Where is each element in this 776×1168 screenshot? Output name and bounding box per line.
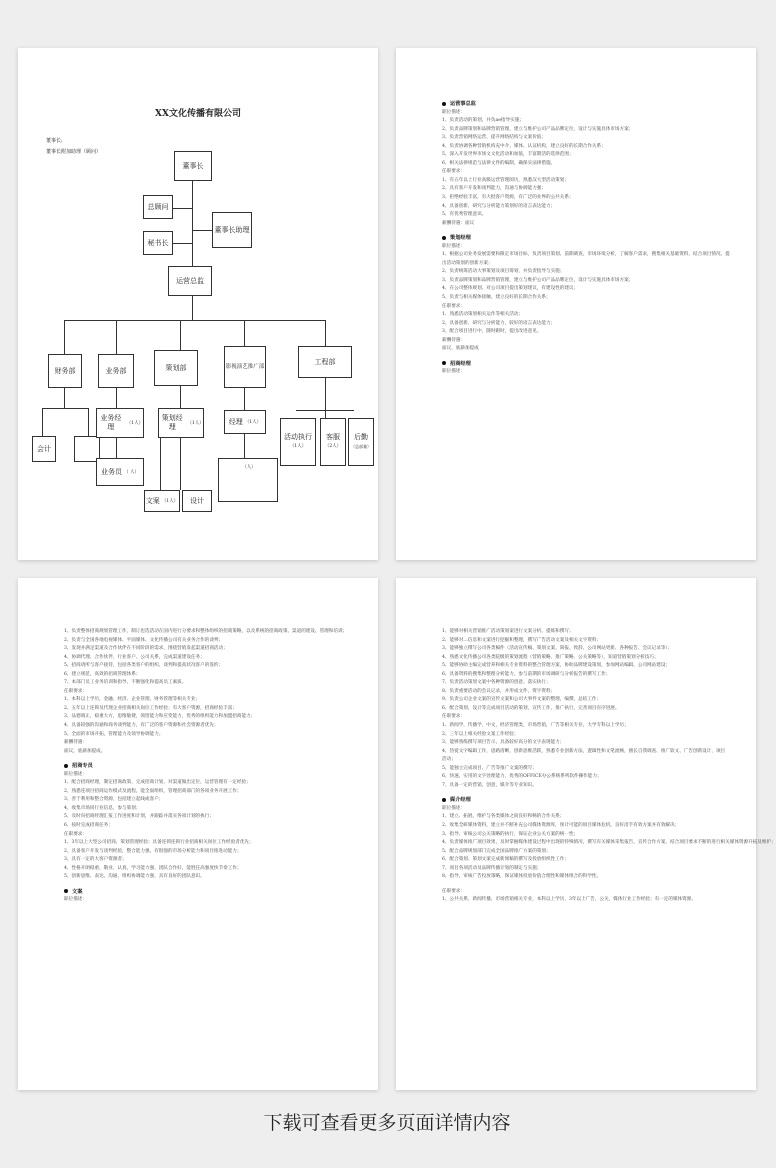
- text-line: 1、负责整体招商规划管理工作，制订也选活动在国内进行分要求和整体组织的招商策略，以及系统的招商政策、渠道的建设、管理和培训；: [64, 629, 348, 634]
- text-line: 6、快速，实用的文字处理能力，优秀的OFFICE办公系统系列软件操作能力；: [442, 774, 602, 780]
- text-line: 1、本科以上学历，金融、经济、企业管理、财务管理等相关专业；: [64, 697, 201, 703]
- text-line: 1、能够对相关营销推广活动策划案进行文案分析、提炼和撰写；: [442, 629, 574, 634]
- bullet-icon: [442, 361, 446, 365]
- text-line: 3、善于利用和整合资源，包括建立起线或客户；: [64, 797, 164, 803]
- text-line: 4、具备较强的沟通和商务谈判能力，有广泛的客户资源和社会资源者优先；: [64, 723, 219, 729]
- text-line: 2、负责品牌策划和品牌营销管理，建立与维护公司产品品牌定位，设计与实施具体市场方案；: [442, 126, 634, 132]
- document-page-1: [18, 48, 378, 560]
- section-heading: [442, 234, 726, 243]
- text-line: 1、根据公司业务发展需要和限定市场目标，负责项目策划、前期调查、市场环境分析，了解客户需求，搜集相关基础资料，结合项目情况，提: [442, 252, 730, 258]
- text-line: 4、具备创新，研究与分析能力策划好的语言表达能力；: [442, 203, 556, 209]
- board-label: 董事长:: [46, 138, 63, 144]
- org-designer: 设计: [182, 490, 212, 512]
- text-line: 任职要求：: [64, 831, 87, 837]
- text-line: 5、深入开发世界市场文文化活动和加值，丰富期活的选择范围；: [442, 152, 574, 158]
- section-heading-text: 运营事总监: [450, 101, 476, 107]
- text-line: 3、负责营销网络运营，提升网络结构与文案价值；: [442, 135, 546, 141]
- text-line: 2、五年以上连锁及代理企业招商相关岗位工作经验；有大客户资源，招商经验丰富；: [64, 705, 237, 711]
- text-line: 1、公共关系，新闻传播，市场营销相关专业，本科以上学历，3年以上广告，公关，媒体行业工作经验；有一定的媒体资源。: [442, 897, 696, 903]
- org-logistics-count: （总部兼）: [351, 444, 371, 449]
- org-film-manager: [224, 410, 266, 434]
- text-line: 1、有五年以上行业高级运营管理阅历，熟悉汉大型活动策划；: [442, 177, 569, 183]
- org-accounting: 会计: [32, 436, 56, 462]
- org-operations-director: 运营总监: [168, 266, 212, 296]
- text-line: 6、配合策划、策划文案完成新闻稿的撰写及投放组织性工作；: [442, 857, 569, 863]
- text-line: 3、配合项目进行中，随时跟时，提出改进意见。: [442, 329, 542, 335]
- text-line: 薪酬待遇：: [442, 337, 465, 343]
- org-secretary: 秘书长: [143, 231, 173, 255]
- org-planning-manager-count: （1人）: [187, 420, 204, 426]
- text-line: 任职要求：: [442, 169, 465, 175]
- org-salesperson-label: 业务员: [101, 467, 123, 476]
- text-line: 8、负责重要活动的会议记录，并形成文件，资字资料；: [442, 688, 556, 694]
- org-copywriter: [144, 490, 180, 512]
- text-line: 职位描述：: [442, 805, 465, 811]
- org-business-manager-count: （1人）: [126, 420, 144, 426]
- text-line: 4、在公司整体规划，对公司项目提出策划建议，有建设性的建议；: [442, 286, 579, 292]
- text-line: 1、熟悉活动策划相关运作等相关活动；: [442, 312, 524, 318]
- text-line: 4、负责媒体推广项目效果，及时掌握媒体建设过程中出现的特殊情况，撰写有关媒体采集报告、宣传合作方案，结合项目要求不断的进行相关媒体资源开拓及维护；: [442, 840, 776, 846]
- text-line: 职位描述：: [442, 109, 465, 115]
- text-line: 任职要求：: [442, 714, 465, 720]
- section-heading: [442, 360, 726, 369]
- text-line: 5、全面的市场开拓，管理能力及领导协调能力。: [64, 731, 164, 737]
- org-business-manager: [96, 408, 144, 438]
- org-event-execution: [280, 418, 316, 466]
- text-line: 4、热爱文字编辑工作，思路清晰，创新思维活跃，熟悉专业创新方法，逻辑性和文笔流畅，擅长自我调查、推广软文、广告创新设计，项目: [442, 748, 726, 754]
- text-line: 1、负责活动的策划，并负ae指导实施；: [442, 118, 524, 124]
- text-line: 8、指导，审核广告投放策略，保证媒体投放价值合理性和媒体组合的科学性。: [442, 874, 602, 880]
- text-line: 1、建立、拓展、维护与各类媒体之间良好和畅的合作关系；: [442, 814, 565, 820]
- org-chairman-assistant: 董事长助理: [212, 212, 252, 248]
- text-line: 5、能独立完成项目、广告等推广文案的撰写；: [442, 765, 537, 771]
- text-line: 3、品德端正，稳重大方，思维敏捷，领悟能力和应变能力，优秀的组织能力和加盟招商能力；: [64, 714, 256, 720]
- section-heading: [64, 762, 348, 771]
- document-page-3: [18, 578, 378, 1090]
- text-line: 7、具备一定的营销，创意，媒介等专业知识。: [442, 782, 537, 788]
- text-line: 面议，底薪加提成。: [64, 748, 106, 754]
- text-line: 任职要求：: [442, 888, 465, 894]
- org-planning: 策划部: [154, 350, 198, 386]
- org-salesperson-count: （ 人）: [124, 469, 139, 475]
- text-line: 任职要求：: [64, 688, 87, 694]
- text-line: 2、具有客户开发和谈判能力，沟通与协调能力强；: [442, 186, 546, 192]
- section-heading-text: 招商经理: [450, 360, 471, 367]
- org-finance: 财务部: [48, 354, 82, 388]
- bullet-icon: [64, 889, 68, 893]
- company-title: XX文化传播有限公司: [155, 109, 241, 119]
- text-line: 出活动策划的创新方案；: [442, 260, 493, 266]
- text-line: 3、拒绝经验丰富，有大批客户资源，有广泛的业界的公共关系；: [442, 195, 574, 201]
- org-business-manager-label: 业务经理: [100, 414, 122, 431]
- org-event-execution-count: （1人）: [289, 444, 307, 449]
- org-business: 业务部: [98, 354, 134, 388]
- text-line: 2、熟悉连项目招商运作模式及流程，能全面组织，管理招商部门的各项业务开展工作；: [64, 788, 242, 794]
- org-logistics-label: 后勤: [354, 433, 368, 441]
- document-page-4: [396, 578, 776, 1090]
- bullet-icon: [442, 102, 446, 106]
- text-line: 6、建立规范，高效的招商管理体系；: [64, 671, 141, 677]
- org-customer-service-count: （2人）: [324, 444, 342, 449]
- org-salesperson: [96, 458, 144, 486]
- org-gm-office: 总顾问: [143, 195, 173, 219]
- text-line: 5、创新思维、表达、沟通、组织协调能力强，具有良好的团队意识。: [64, 874, 205, 880]
- text-line: 职位描述：: [64, 897, 87, 903]
- text-line: 2、负责统筹活动大事策划及项目筹划，并负责指导与实施；: [442, 269, 565, 275]
- text-line: 1、3年以上大型公司招商、策划管理经验；具备连锁连锁行业招商相关岗位工作经验者优先；: [64, 840, 254, 846]
- text-line: 2、能够对…信息和文案进行挖掘和整理，撰写广告活动文案及相关文字资料；: [442, 637, 602, 643]
- bullet-icon: [64, 764, 68, 768]
- org-film-manager-count: （1人）: [244, 419, 262, 425]
- org-chairman: 董事长: [174, 151, 212, 181]
- bullet-icon: [442, 236, 446, 240]
- text-line: 2、三年以上相关经验文案工作经验；: [442, 731, 519, 737]
- org-logistics: [348, 418, 374, 466]
- text-line: 4、收集市场同行业信息，参与策划；: [64, 805, 141, 811]
- text-line: 1、新闻学，传播学，中文，经济管理类，市场营销，广告等相关专业，大学专科以上学历；: [442, 723, 629, 729]
- org-customer-service: [320, 418, 346, 466]
- section-heading: [442, 796, 726, 805]
- text-line: 5、配合品牌规划部门完成全国品牌推广方案的策划；: [442, 848, 551, 854]
- text-line: 薪酬待遇：面议: [442, 220, 475, 226]
- board-sub-label: 董事长附加助理（顾问）: [46, 149, 102, 155]
- text-line: 5、能够协助主编完成营养和相关专业资料的整合管理方案，协助品牌建设策划，参加网站编辑，公司网站建设；: [442, 663, 671, 669]
- section-heading-text: 媒介经理: [450, 797, 471, 804]
- text-line: 任职要求：: [442, 303, 465, 309]
- org-planning-manager: [158, 408, 204, 438]
- bullet-icon: [442, 798, 446, 802]
- text-line: 2、收集全研媒体资料，建立并不断补充公司媒体资源库，预计可能的项目媒体危机，良好沿手有效方案并有效解决；: [442, 823, 680, 829]
- text-line: 4、性格开朗稳重，敬业、认真，学习能力强，团队合作好，能胜任高强度快节奏工作；: [64, 865, 242, 871]
- document-page-2: [396, 48, 756, 560]
- text-line: 6、具备资料的搜集和整理分析能力，参与前期的市场调研与分析报告的撰写工作；: [442, 671, 611, 677]
- page2-text: [442, 100, 730, 377]
- text-line: 职位描述：: [64, 771, 87, 777]
- org-engineering: 工程部: [298, 346, 352, 378]
- text-line: 7、本部门员工业务培训和指导，不断强化和提高员工素质。: [64, 680, 187, 686]
- org-customer-service-label: 客服: [326, 433, 340, 441]
- text-line: 职位描述：: [442, 243, 465, 249]
- text-line: 7、项目各项活动及品牌传播计划的制定与实施；: [442, 865, 542, 871]
- text-line: 3、发现并满足渠道及合作伙伴在不同阶段的需求，围绕营销发起渠道招商活动；: [64, 646, 228, 652]
- text-line: 4、熟悉文化传播公司各类院级的策划流程（营销策略、推广策略、公关策略等），知道营销策划分析技巧；: [442, 654, 659, 660]
- text-line: 薪酬待遇：: [64, 740, 87, 746]
- org-event-execution-label: 活动执行: [284, 433, 312, 441]
- org-film-staff: [218, 458, 278, 502]
- section-heading: [64, 888, 348, 897]
- text-line: 4、负责协调各种营销机构充中介、媒体、认证机构，建立良好的长期合作关系；: [442, 143, 606, 149]
- text-line: 9、负责公司企业文案的宣传文案和公司大事件文案的整理，编撰，总结工作；: [442, 697, 602, 703]
- text-line: 3、能够独立撰写公司各类稿件（活动宣传稿、策划文案、简报、致辞、公司网站更新、各种报告、会议记录等）；: [442, 646, 673, 652]
- org-film-staff-count: （人）: [242, 465, 256, 470]
- text-line: 6、相关法律规范与法律文件的编制，确保实法律措施。: [442, 160, 556, 166]
- text-line: 5、负责与相关媒体接触，建立良好的长期合作关系；: [442, 295, 551, 301]
- text-line: 5、招商请所与客户接待，包括各类客户的组织、谈判和提高状况客户的签约；: [64, 663, 224, 669]
- text-line: 面议，底薪加提成: [442, 346, 479, 352]
- page4-text: [442, 628, 776, 905]
- text-line: 职位描述：: [442, 369, 465, 375]
- org-film: 影视演艺推广部: [224, 346, 266, 388]
- text-line: 3、能够熟练撰写项目告示，具备较好高分的文字表现能力；: [442, 740, 565, 746]
- page3-text: [64, 628, 348, 905]
- text-line: 2、具备创新，研究与分析能力，较好的语言表达能力；: [442, 320, 556, 326]
- text-line: 1、配合招商经理，制定招商政策，完成招商计划，对渠道做出定位，运营管理有一定经验；: [64, 780, 251, 786]
- text-line: 2、具备客户开发与谈判经验，整合能力强，有很强的市场分析能力和项目推进动能力；: [64, 848, 242, 854]
- text-line: 7、负责活动策划文案中各种资源的创意、落实执行；: [442, 680, 551, 686]
- download-caption[interactable]: 下载可查看更多页面详情内容: [263, 1112, 511, 1134]
- text-line: 3、具有一定的大客户资源者；: [64, 857, 127, 863]
- section-heading-text: 文案: [72, 888, 83, 895]
- section-heading-text: 招商专员: [72, 763, 93, 770]
- org-copywriter-count: （1人）: [161, 498, 179, 504]
- text-line: 3、负责品牌策划和品牌营销管理，建立与维护公司产品品牌定位，设计与实施具体市场方案；: [442, 277, 634, 283]
- text-line: 6、按时完成招商任务；: [64, 823, 113, 829]
- text-line: 5、有优秀管理意识。: [442, 212, 487, 218]
- text-line: 2、负责与全国各地电视媒体、平面媒体、文化传播公司有关业务合作的谈判；: [64, 637, 224, 643]
- org-copywriter-label: 文案: [145, 496, 160, 505]
- text-line: 5、及时向招商经理汇报工作进度和计划，并跟踪并落实各项计划的执行；: [64, 814, 214, 820]
- text-line: 3、指导、审核公司公关策略的执行，保证企业公关方案的统一性；: [442, 831, 579, 837]
- text-line: 4、协调代理、合作伙伴、行业客户、公司关系，完成渠道建设任务；: [64, 654, 205, 660]
- section-heading-text: 策划经理: [450, 235, 471, 242]
- section-heading: [442, 100, 726, 109]
- org-film-manager-label: 经理: [228, 417, 243, 426]
- org-planning-manager-label: 策划经理: [161, 414, 183, 431]
- text-line: 6、配合策划，设计等完成项目活动的策划，宣传工作，推广执行，完善项目有序进展。: [442, 705, 620, 711]
- text-line: 活动；: [442, 757, 456, 763]
